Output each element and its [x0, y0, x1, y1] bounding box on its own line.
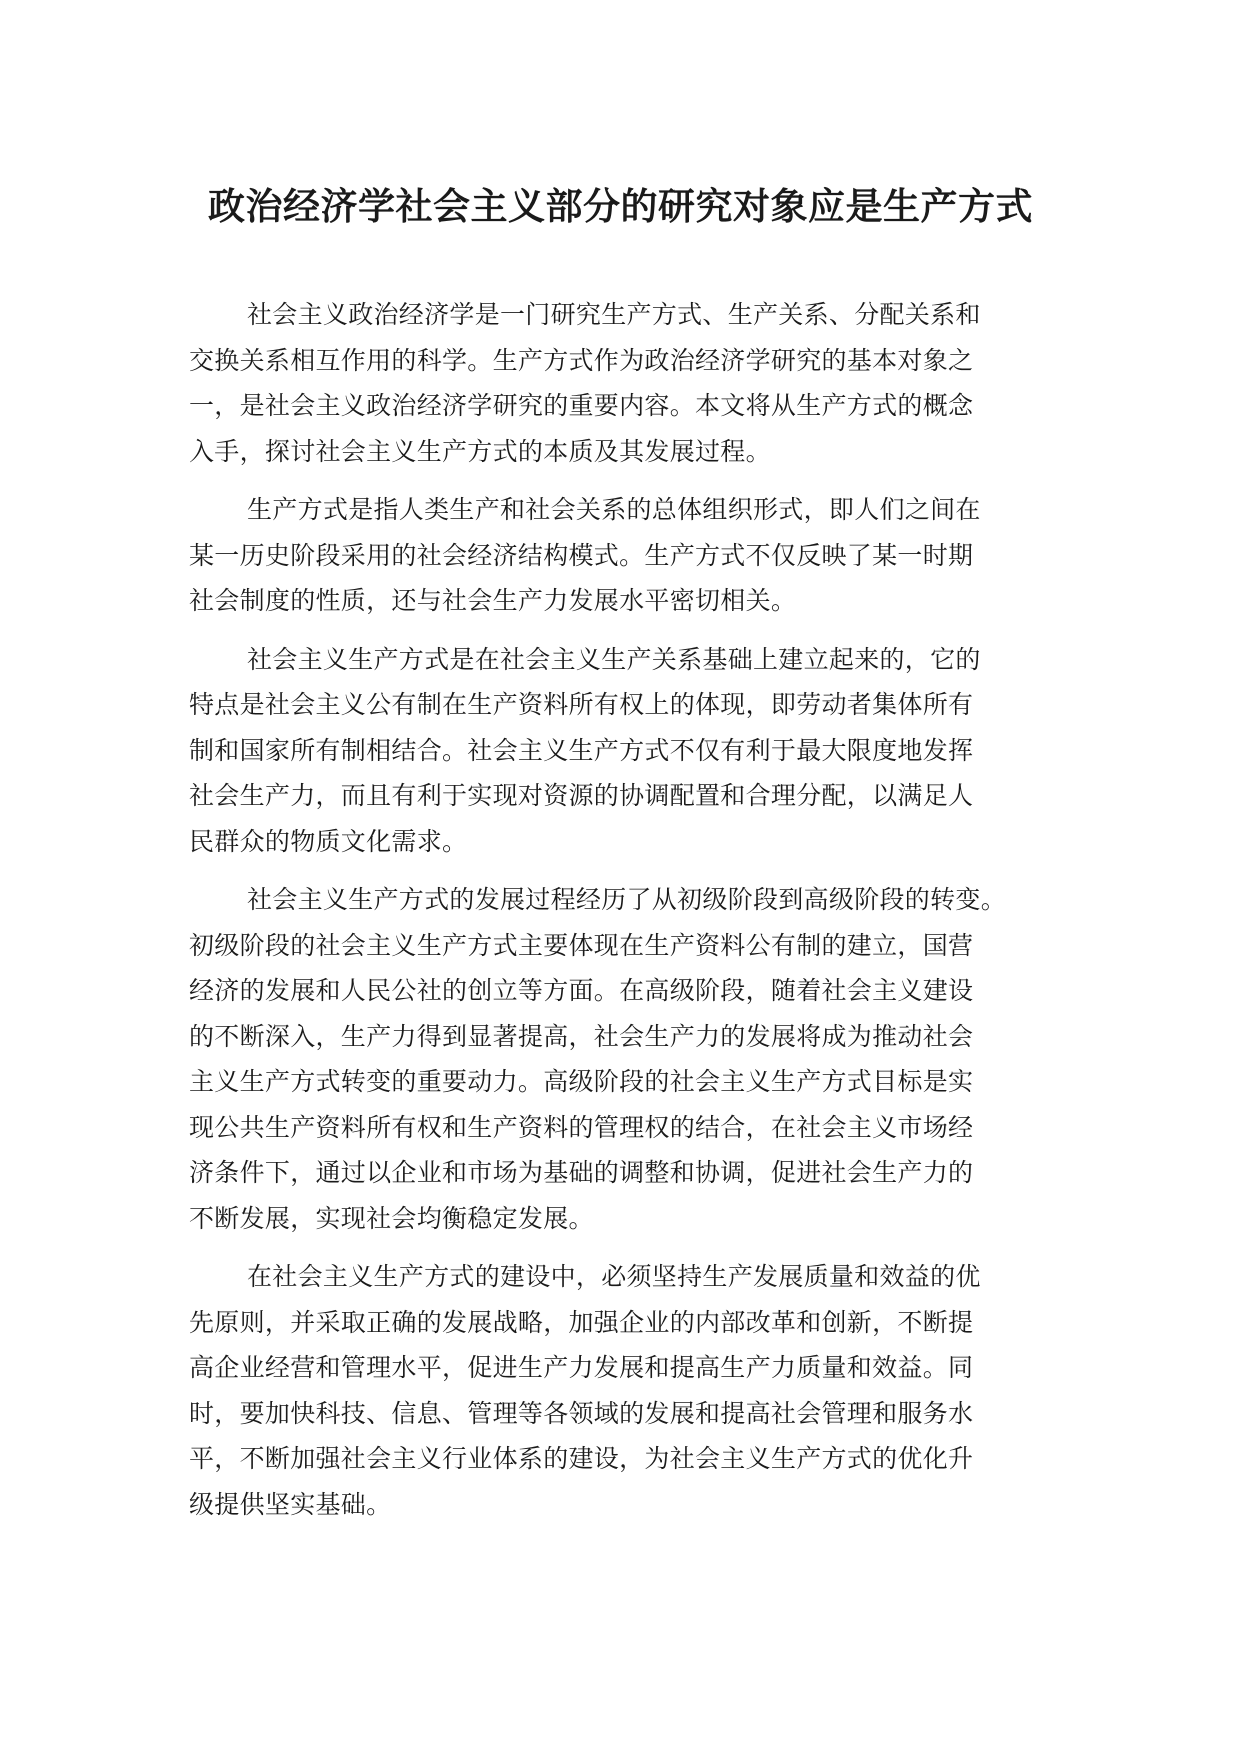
paragraph-line: 社会生产力，而且有利于实现对资源的协调配置和合理分配，以满足人	[189, 781, 974, 810]
paragraph-line: 初级阶段的社会主义生产方式主要体现在生产资料公有制的建立，国营	[189, 930, 974, 960]
paragraph-line: 在社会主义生产方式的建设中，必须坚持生产发展质量和效益的优	[247, 1262, 981, 1291]
paragraph-line: 制和国家所有制相结合。社会主义生产方式不仅有利于最大限度地发挥	[189, 735, 974, 765]
paragraph-line: 入手，探讨社会主义生产方式的本质及其发展过程。	[189, 436, 771, 466]
paragraph-line: 某一历史阶段采用的社会经济结构模式。生产方式不仅反映了某一时期	[189, 540, 974, 570]
paragraph-line: 时，要加快科技、信息、管理等各领域的发展和提高社会管理和服务水	[189, 1398, 974, 1428]
paragraph-line: 济条件下，通过以企业和市场为基础的调整和协调，促进社会生产力的	[189, 1158, 974, 1187]
paragraph-5	[189, 1254, 1049, 1527]
paragraph-line: 高企业经营和管理水平，促进生产力发展和提高生产力质量和效益。同	[189, 1353, 974, 1382]
paragraph-line: 先原则，并采取正确的发展战略，加强企业的内部改革和创新，不断提	[189, 1307, 974, 1337]
paragraph-line: 平，不断加强社会主义行业体系的建设，为社会主义生产方式的优化升	[189, 1444, 974, 1473]
paragraph-4	[189, 877, 1049, 1241]
paragraph-1	[189, 292, 1049, 474]
paragraph-line: 社会主义政治经济学是一门研究生产方式、生产关系、分配关系和	[247, 300, 981, 329]
document-body	[189, 292, 1049, 1540]
paragraph-line: 民群众的物质文化需求。	[189, 826, 468, 856]
paragraph-line: 现公共生产资料所有权和生产资料的管理权的结合，在社会主义市场经	[189, 1112, 974, 1142]
paragraph-line: 的不断深入，生产力得到显著提高，社会生产力的发展将成为推动社会	[189, 1021, 974, 1051]
paragraph-line: 一，是社会主义政治经济学研究的重要内容。本文将从生产方式的概念	[189, 391, 974, 420]
paragraph-line: 交换关系相互作用的科学。生产方式作为政治经济学研究的基本对象之	[189, 345, 974, 375]
paragraph-line: 生产方式是指人类生产和社会关系的总体组织形式，即人们之间在	[247, 495, 981, 524]
paragraph-line: 主义生产方式转变的重要动力。高级阶段的社会主义生产方式目标是实	[189, 1067, 974, 1096]
paragraph-line: 社会主义生产方式的发展过程经历了从初级阶段到高级阶段的转变。	[247, 885, 1007, 914]
paragraph-line: 级提供坚实基础。	[189, 1489, 392, 1519]
paragraph-3	[189, 637, 1049, 865]
paragraph-line: 特点是社会主义公有制在生产资料所有权上的体现，即劳动者集体所有	[189, 690, 974, 719]
paragraph-line: 社会主义生产方式是在社会主义生产关系基础上建立起来的，它的	[247, 644, 981, 674]
paragraph-line: 不断发展，实现社会均衡稳定发展。	[189, 1203, 594, 1233]
paragraph-line: 社会制度的性质，还与社会生产力发展水平密切相关。	[189, 586, 797, 615]
paragraph-line: 经济的发展和人民公社的创立等方面。在高级阶段，随着社会主义建设	[189, 976, 974, 1005]
document-title: 政治经济学社会主义部分的研究对象应是生产方式	[208, 185, 1033, 228]
paragraph-2	[189, 487, 1049, 624]
